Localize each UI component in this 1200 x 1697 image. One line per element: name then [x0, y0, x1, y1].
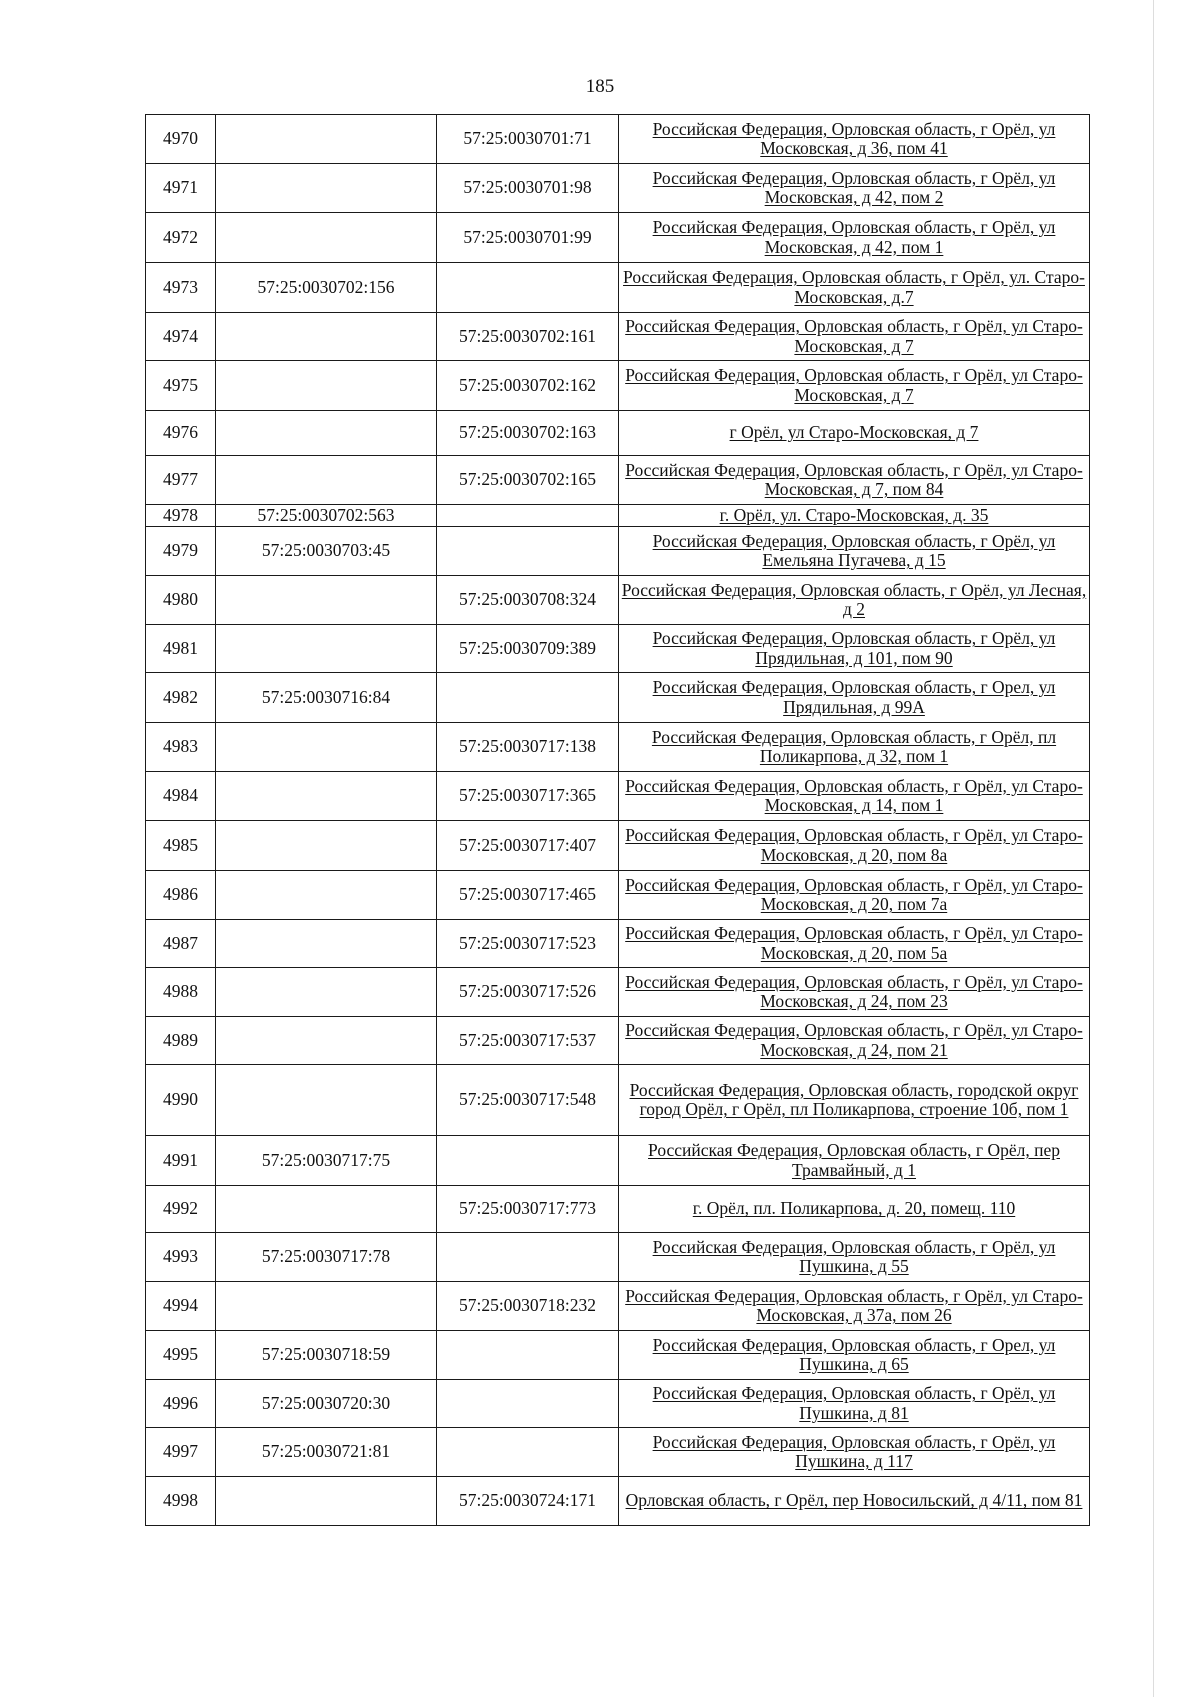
address-cell: Российская Федерация, Орловская область, г Орёл, ул Старо-Московская, д 37а, пом 26 [619, 1282, 1090, 1331]
cadastral-number-cell [216, 313, 437, 361]
scan-edge-line [1153, 0, 1154, 1697]
premises-cadastral-number-cell: 57:25:0030701:98 [437, 164, 619, 213]
premises-cadastral-number-cell: 57:25:0030709:389 [437, 625, 619, 673]
table-row [146, 1428, 1090, 1477]
row-number-cell: 4994 [146, 1282, 216, 1331]
table-row [146, 1233, 1090, 1282]
address-cell: Российская Федерация, Орловская область, городской округ город Орёл, г Орёл, пл Поликарпова, строение 10б, пом 1 [619, 1065, 1090, 1136]
address-cell: Российская Федерация, Орловская область, г Орёл, ул Московская, д 36, пом 41 [619, 115, 1090, 164]
premises-cadastral-number-cell: 57:25:0030717:548 [437, 1065, 619, 1136]
table-row [146, 772, 1090, 821]
row-number-cell: 4992 [146, 1186, 216, 1233]
row-number-cell: 4972 [146, 213, 216, 263]
table-row [146, 527, 1090, 576]
premises-cadastral-number-cell [437, 673, 619, 723]
premises-cadastral-number-cell: 57:25:0030717:407 [437, 821, 619, 871]
row-number-cell: 4974 [146, 313, 216, 361]
premises-cadastral-number-cell [437, 527, 619, 576]
premises-cadastral-number-cell: 57:25:0030717:537 [437, 1017, 619, 1065]
row-number-cell: 4984 [146, 772, 216, 821]
premises-cadastral-number-cell: 57:25:0030717:773 [437, 1186, 619, 1233]
row-number-cell: 4989 [146, 1017, 216, 1065]
premises-cadastral-number-cell: 57:25:0030717:365 [437, 772, 619, 821]
cadastral-number-cell: 57:25:0030702:156 [216, 263, 437, 313]
cadastral-number-cell [216, 1282, 437, 1331]
table-row [146, 1136, 1090, 1186]
cadastral-number-cell [216, 821, 437, 871]
row-number-cell: 4978 [146, 505, 216, 527]
table-row [146, 505, 1090, 527]
address-cell: г. Орёл, ул. Старо-Московская, д. 35 [619, 505, 1090, 527]
address-cell: Российская Федерация, Орловская область, г Орёл, ул Лесная, д 2 [619, 576, 1090, 625]
cadastral-number-cell: 57:25:0030721:81 [216, 1428, 437, 1477]
address-cell: Российская Федерация, Орловская область, г Орёл, ул Старо-Московская, д 7, пом 84 [619, 456, 1090, 505]
premises-cadastral-number-cell: 57:25:0030701:99 [437, 213, 619, 263]
cadastral-number-cell [216, 361, 437, 411]
premises-cadastral-number-cell [437, 1136, 619, 1186]
table-row [146, 723, 1090, 772]
cadastral-number-cell [216, 115, 437, 164]
cadastral-number-cell [216, 772, 437, 821]
premises-cadastral-number-cell: 57:25:0030717:465 [437, 871, 619, 920]
address-cell: Российская Федерация, Орловская область, г Орёл, ул Пушкина, д 81 [619, 1380, 1090, 1428]
address-cell: Российская Федерация, Орловская область, г Орёл, ул Пушкина, д 117 [619, 1428, 1090, 1477]
address-cell: Российская Федерация, Орловская область, г Орёл, ул. Старо-Московская, д.7 [619, 263, 1090, 313]
row-number-cell: 4996 [146, 1380, 216, 1428]
premises-cadastral-number-cell [437, 263, 619, 313]
cadastral-number-cell [216, 1477, 437, 1526]
cadastral-number-cell [216, 164, 437, 213]
cadastral-number-cell: 57:25:0030720:30 [216, 1380, 437, 1428]
table-row [146, 1186, 1090, 1233]
table-row [146, 263, 1090, 313]
address-cell: Российская Федерация, Орловская область, г Орёл, ул Пушкина, д 55 [619, 1233, 1090, 1282]
cadastral-number-cell: 57:25:0030703:45 [216, 527, 437, 576]
table-row [146, 968, 1090, 1017]
premises-cadastral-number-cell: 57:25:0030708:324 [437, 576, 619, 625]
cadastral-number-cell: 57:25:0030716:84 [216, 673, 437, 723]
premises-cadastral-number-cell [437, 1331, 619, 1380]
cadastral-number-cell [216, 968, 437, 1017]
table-row [146, 115, 1090, 164]
address-cell: Российская Федерация, Орловская область, г Орел, ул Прядильная, д 99А [619, 673, 1090, 723]
table-row [146, 456, 1090, 505]
premises-cadastral-number-cell [437, 1380, 619, 1428]
table-row [146, 313, 1090, 361]
address-cell: Российская Федерация, Орловская область, г Орёл, пер Трамвайный, д 1 [619, 1136, 1090, 1186]
row-number-cell: 4977 [146, 456, 216, 505]
row-number-cell: 4980 [146, 576, 216, 625]
address-cell: Российская Федерация, Орловская область, г Орёл, ул Московская, д 42, пом 2 [619, 164, 1090, 213]
cadastral-number-cell: 57:25:0030717:75 [216, 1136, 437, 1186]
cadastral-number-cell [216, 723, 437, 772]
cadastral-number-cell [216, 920, 437, 968]
premises-cadastral-number-cell [437, 505, 619, 527]
address-cell: Российская Федерация, Орловская область, г Орёл, ул Старо-Московская, д 24, пом 23 [619, 968, 1090, 1017]
table-row [146, 361, 1090, 411]
table-row [146, 673, 1090, 723]
address-cell: Российская Федерация, Орловская область, г Орёл, ул Старо-Московская, д 14, пом 1 [619, 772, 1090, 821]
premises-cadastral-number-cell: 57:25:0030702:163 [437, 411, 619, 456]
cadastral-number-cell [216, 1065, 437, 1136]
table-row [146, 1331, 1090, 1380]
premises-cadastral-number-cell: 57:25:0030724:171 [437, 1477, 619, 1526]
page-number: 185 [585, 76, 615, 97]
row-number-cell: 4975 [146, 361, 216, 411]
address-cell: Российская Федерация, Орловская область, г Орёл, ул Старо-Московская, д 20, пом 8а [619, 821, 1090, 871]
cadastral-number-cell [216, 456, 437, 505]
row-number-cell: 4981 [146, 625, 216, 673]
address-cell: Российская Федерация, Орловская область, г Орёл, ул Старо-Московская, д 20, пом 7а [619, 871, 1090, 920]
row-number-cell: 4998 [146, 1477, 216, 1526]
premises-cadastral-number-cell: 57:25:0030702:162 [437, 361, 619, 411]
premises-cadastral-number-cell: 57:25:0030717:523 [437, 920, 619, 968]
cadastral-number-cell [216, 411, 437, 456]
row-number-cell: 4983 [146, 723, 216, 772]
cadastral-table [145, 114, 1090, 1526]
premises-cadastral-number-cell: 57:25:0030701:71 [437, 115, 619, 164]
address-cell: Российская Федерация, Орловская область, г Орёл, ул Емельяна Пугачева, д 15 [619, 527, 1090, 576]
cadastral-number-cell [216, 625, 437, 673]
address-cell: Российская Федерация, Орловская область, г Орёл, ул Прядильная, д 101, пом 90 [619, 625, 1090, 673]
table-row [146, 164, 1090, 213]
table-row [146, 411, 1090, 456]
row-number-cell: 4995 [146, 1331, 216, 1380]
address-cell: Российская Федерация, Орловская область, г Орёл, ул Старо-Московская, д 24, пом 21 [619, 1017, 1090, 1065]
row-number-cell: 4987 [146, 920, 216, 968]
cadastral-number-cell: 57:25:0030717:78 [216, 1233, 437, 1282]
row-number-cell: 4988 [146, 968, 216, 1017]
table-row [146, 1282, 1090, 1331]
table-row [146, 821, 1090, 871]
address-cell: г Орёл, ул Старо-Московская, д 7 [619, 411, 1090, 456]
row-number-cell: 4997 [146, 1428, 216, 1477]
row-number-cell: 4990 [146, 1065, 216, 1136]
table-row [146, 213, 1090, 263]
cadastral-number-cell [216, 871, 437, 920]
table-row [146, 1017, 1090, 1065]
row-number-cell: 4973 [146, 263, 216, 313]
address-cell: Российская Федерация, Орловская область, г Орёл, пл Поликарпова, д 32, пом 1 [619, 723, 1090, 772]
row-number-cell: 4970 [146, 115, 216, 164]
cadastral-number-cell [216, 1186, 437, 1233]
row-number-cell: 4979 [146, 527, 216, 576]
row-number-cell: 4971 [146, 164, 216, 213]
address-cell: г. Орёл, пл. Поликарпова, д. 20, помещ. 110 [619, 1186, 1090, 1233]
cadastral-number-cell: 57:25:0030718:59 [216, 1331, 437, 1380]
table-row [146, 576, 1090, 625]
premises-cadastral-number-cell: 57:25:0030702:165 [437, 456, 619, 505]
premises-cadastral-number-cell: 57:25:0030717:138 [437, 723, 619, 772]
table-row [146, 1065, 1090, 1136]
address-cell: Российская Федерация, Орловская область, г Орёл, ул Старо-Московская, д 7 [619, 313, 1090, 361]
cadastral-number-cell [216, 576, 437, 625]
address-cell: Российская Федерация, Орловская область, г Орел, ул Пушкина, д 65 [619, 1331, 1090, 1380]
premises-cadastral-number-cell: 57:25:0030702:161 [437, 313, 619, 361]
cadastral-number-cell [216, 1017, 437, 1065]
row-number-cell: 4993 [146, 1233, 216, 1282]
address-cell: Российская Федерация, Орловская область, г Орёл, ул Старо-Московская, д 20, пом 5а [619, 920, 1090, 968]
table-body [146, 115, 1090, 1526]
table-row [146, 1380, 1090, 1428]
cadastral-number-cell [216, 213, 437, 263]
row-number-cell: 4976 [146, 411, 216, 456]
address-cell: Орловская область, г Орёл, пер Новосильский, д 4/11, пом 81 [619, 1477, 1090, 1526]
table-row [146, 625, 1090, 673]
premises-cadastral-number-cell [437, 1428, 619, 1477]
row-number-cell: 4985 [146, 821, 216, 871]
cadastral-number-cell: 57:25:0030702:563 [216, 505, 437, 527]
table-row [146, 920, 1090, 968]
premises-cadastral-number-cell [437, 1233, 619, 1282]
row-number-cell: 4991 [146, 1136, 216, 1186]
premises-cadastral-number-cell: 57:25:0030717:526 [437, 968, 619, 1017]
address-cell: Российская Федерация, Орловская область, г Орёл, ул Старо-Московская, д 7 [619, 361, 1090, 411]
row-number-cell: 4986 [146, 871, 216, 920]
table-row [146, 871, 1090, 920]
address-cell: Российская Федерация, Орловская область, г Орёл, ул Московская, д 42, пом 1 [619, 213, 1090, 263]
table-row [146, 1477, 1090, 1526]
premises-cadastral-number-cell: 57:25:0030718:232 [437, 1282, 619, 1331]
row-number-cell: 4982 [146, 673, 216, 723]
